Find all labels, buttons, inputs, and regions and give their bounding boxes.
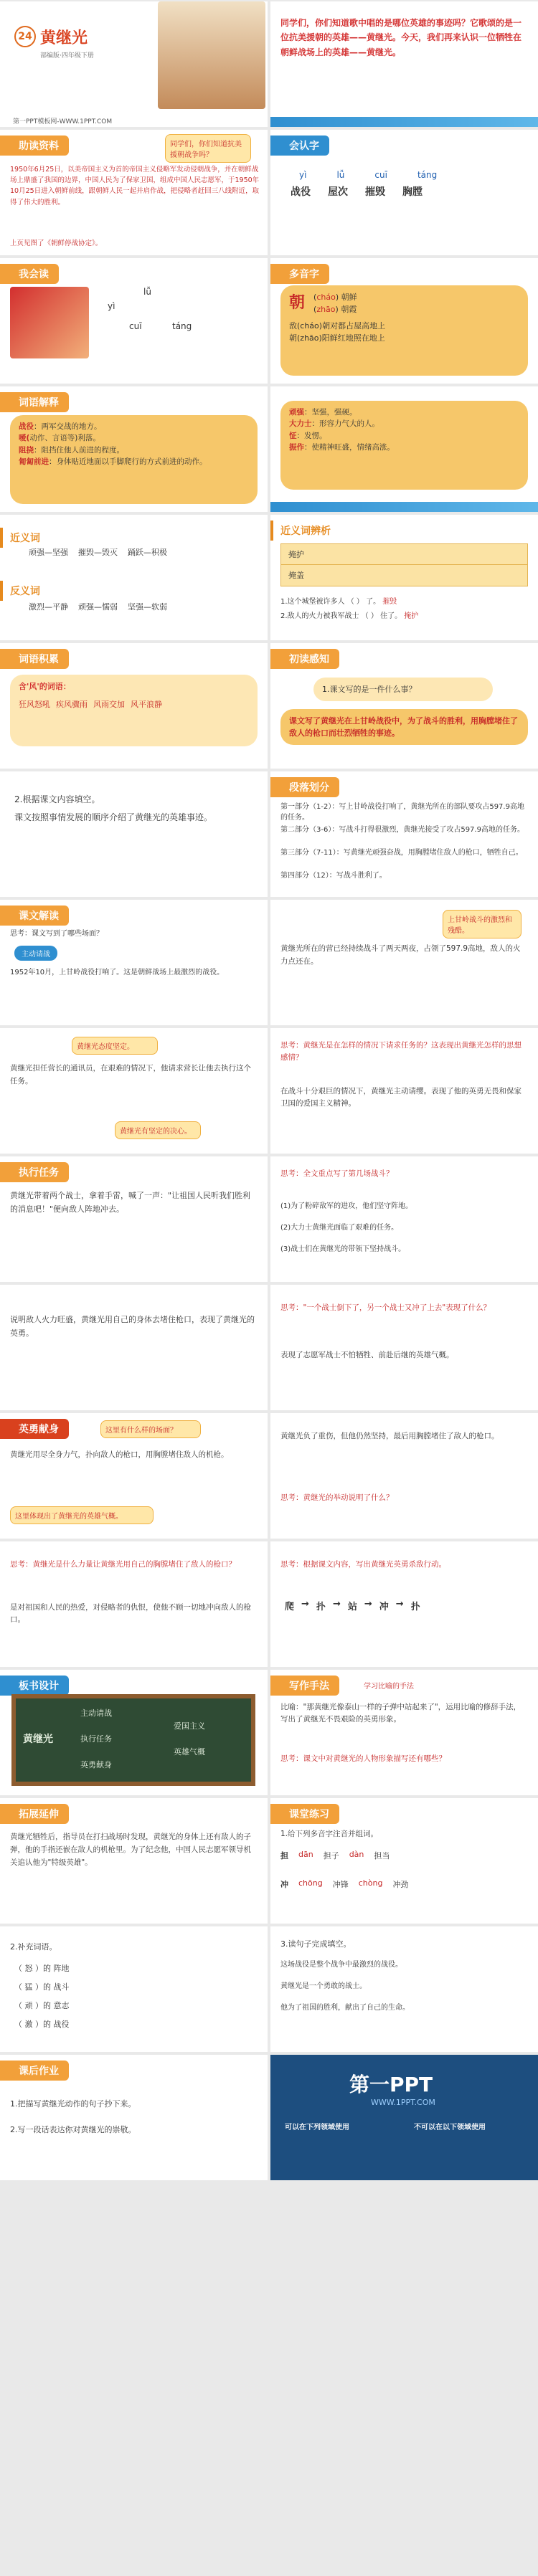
- action-5: 扑: [410, 1602, 420, 1612]
- bottom-bar-2: [270, 502, 538, 512]
- action-chain: 爬 → 扑 → 站 → 冲 → 扑: [285, 1599, 420, 1612]
- footer-site: 第一PPT模板网-WWW.1PPT.COM: [13, 118, 113, 125]
- poly-char: 朝: [289, 294, 306, 312]
- ex-p1-2: chōng: [298, 1878, 323, 1888]
- word-3: 摧毁: [365, 186, 385, 198]
- tab-antonyms: 反义词: [0, 581, 50, 601]
- slide-first-read: [270, 643, 538, 769]
- sacrifice-bubble: 这里有什么样的场面？: [100, 1420, 201, 1438]
- accumulation-box: [10, 675, 258, 746]
- interpret-text: 1952年10月，上甘岭战役打响了。这是朝鲜战场上最激烈的战役。: [10, 969, 225, 976]
- exercise-row-1: [280, 1850, 390, 1861]
- def2-2: 形容力气大的人。: [319, 419, 379, 429]
- ant-3: 坚强—软弱: [128, 602, 167, 612]
- bottom-bar: [270, 117, 538, 127]
- def2-4: 使精神旺盛，情绪高涨。: [311, 442, 395, 452]
- ex-char-1: 担: [280, 1851, 288, 1860]
- power-a: 是对祖国和人民的热爱，对侵略者的仇恨，使他不顾一切地冲向敌人的枪口。: [10, 1603, 251, 1624]
- part-1: 第一部分（1-2）：写上甘岭战役打响了，黄继光所在的部队要攻占597.9高地的任务。: [280, 803, 524, 822]
- tab-extension: 拓展延伸: [0, 1804, 69, 1824]
- interpret-label: 主动请战: [14, 946, 57, 961]
- pinyin-2: lǚ: [336, 170, 345, 180]
- accumulation-line: 含'风'的词语：: [19, 682, 71, 691]
- fill-words-q: 2.补充词语。: [10, 1942, 57, 1952]
- poly-w1: 朝鲜: [341, 293, 357, 302]
- poly-r2: zhāo: [316, 305, 336, 315]
- pinyin-1: yì: [299, 170, 307, 180]
- read-sentence-q: 3.读句子完成填空。: [280, 1939, 351, 1949]
- row-2: 掩盖: [288, 571, 304, 580]
- analysis-table: [280, 543, 528, 586]
- ex-w2-1: 担当: [374, 1851, 390, 1860]
- slide-brand: [270, 2055, 538, 2180]
- slide-extension: [0, 1798, 268, 1924]
- extension-text: 黄继光牺牲后，指导员在打扫战场时发现，黄继光的身体上还有敌人的子弹，他的手指还嵌在敌人的机枪里。为了纪念他，中国人民志愿军领导机关追认他为"特级英雄"。: [10, 1833, 251, 1867]
- fill-row-2: （ 猛 ）的 战斗: [14, 1982, 70, 1992]
- question-bubble: 同学们，你们知道抗美援朝战争吗？: [165, 134, 251, 163]
- request-text: 黄继光担任营长的通讯员，在艰难的情况下，他请求营长让他去执行这个任务。: [10, 1064, 251, 1085]
- think2-p2: (2)大力士黄继光面临了艰难的任务。: [280, 1224, 399, 1232]
- interpret-q: 思考：课文写到了哪些场面？: [10, 930, 103, 938]
- slide-interpret-2: [270, 900, 538, 1025]
- slide-think-3: [270, 1285, 538, 1410]
- tab-division: 段落划分: [270, 777, 339, 797]
- read-pinyin-2: lǚ: [143, 287, 151, 297]
- slide-fill-words: [0, 1926, 268, 2052]
- slide-synonyms: [0, 515, 268, 640]
- poly-example-2: 朝(zhāo)阳鲜红地照在地上: [289, 333, 385, 343]
- slide-task: [0, 1156, 268, 1282]
- term2-2: 大力士: [289, 419, 312, 429]
- actions-q: 思考：根据课文内容，写出黄继光英勇杀敌行动。: [280, 1560, 446, 1569]
- ant-list: [29, 601, 167, 612]
- battle-image: [10, 287, 89, 358]
- sacrifice-text: 黄继光用尽全身力气，扑向敌人的枪口，用胸膛堵住敌人的机枪。: [10, 1450, 229, 1459]
- wounded-tail: 思考：黄继光的举动说明了什么？: [280, 1493, 394, 1502]
- poly-r1: cháo: [316, 293, 336, 302]
- explain-box-2: 顽强：坚强，强硬。 大力士：形容力气大的人。 怔：发愣。 振作：使精神旺盛，情绪高涨。: [280, 401, 528, 490]
- fire-text: 说明敌人火力旺盛，黄继光用自己的身体去堵住枪口，表现了黄继光的英勇。: [10, 1315, 255, 1338]
- slide-cover: [0, 1, 268, 127]
- slide-homework: [0, 2055, 268, 2180]
- explain-box: 战役：两军交战的地方。 嗳(动作、言语等)利落。 阻挠：阻挡住他人前进的程度。 匍匐前进：身体贴近地面以手脚爬行的方式前进的动作。: [10, 415, 258, 504]
- slide-division: [270, 771, 538, 897]
- fill-row-3: （ 顽 ）的 意志: [14, 2001, 70, 2010]
- tab-analysis: 近义词辨析: [270, 521, 341, 541]
- slide-interpret: [0, 900, 268, 1025]
- analysis-q2: 2.敌人的火力被我军战士 （ ） 住了。 掩护: [280, 612, 419, 620]
- tab-exercise: 课堂练习: [270, 1804, 339, 1824]
- slide-explain-2: [270, 386, 538, 512]
- slide-accumulation: [0, 643, 268, 769]
- read-line-1: 这场战役是整个战争中最激烈的战役。: [280, 1961, 402, 1969]
- brand-col-1: 可以在下列领域使用: [285, 2124, 349, 2131]
- power-q: 思考：黄继光是什么力量让黄继光用自己的胸膛堵住了敌人的枪口？: [10, 1560, 236, 1569]
- first-read-a: 课文写了黄继光在上甘岭战役中，为了战斗的胜利，用胸膛堵住了敌人的枪口而壮烈牺牲的事迹。: [280, 709, 528, 745]
- action-1: 爬: [285, 1602, 295, 1612]
- slide-think-1: [270, 1028, 538, 1154]
- board-item-1: 主动请战: [80, 1708, 112, 1718]
- action-3: 站: [347, 1602, 357, 1612]
- grade-label: 部编版·四年级下册: [40, 52, 94, 60]
- board-item-2: 执行任务: [80, 1734, 112, 1744]
- slide-fire: [0, 1285, 268, 1410]
- def-3: 阻挡住他人前进的程度。: [41, 445, 124, 455]
- writing-sub: 学习比喻的手法: [364, 1683, 414, 1691]
- ex-char-2: 冲: [280, 1880, 288, 1889]
- action-4: 冲: [379, 1602, 389, 1612]
- board-right-1: 爱国主义: [174, 1721, 205, 1731]
- exercise-q: 1.给下列多音字注音并组词。: [280, 1830, 379, 1838]
- syn-1: 顽强—坚强: [29, 548, 68, 557]
- read-pinyin-4: táng: [172, 321, 192, 331]
- background-text: 1950年6月25日，以美帝国主义为首的帝国主义侵略军发动侵朝战争，并在朝鲜战场上鼎盛了我国的边界，中国人民为了保家卫国，组成中国人民志愿军，于1950年10月25日进入朝鲜前线，跟朝鲜人民一起并肩作战，把侵略者赶回三八线附近，取得了伟大的胜利。: [10, 166, 260, 206]
- slide-recognize: [270, 130, 538, 255]
- tab-polyphone: 多音字: [270, 264, 329, 284]
- answer-2: 掩护: [404, 612, 419, 620]
- fill-row-4: （ 激 ）的 战役: [14, 2020, 70, 2029]
- tab-task: 执行任务: [0, 1162, 69, 1182]
- pinyin-3: cuī: [374, 170, 387, 180]
- read-line-2: 黄继光是一个勇敢的战士。: [280, 1982, 367, 1990]
- word-2: 屋次: [328, 186, 348, 198]
- brand-url[interactable]: WWW.1PPT.COM: [371, 2098, 435, 2107]
- part-3: 第三部分（7-11）：写黄继光顽强奋战，用胸膛堵住敌人的枪口，牺牲自己。: [280, 849, 523, 857]
- slide-think-2: [270, 1156, 538, 1282]
- def-2: 动作、言语等)利落。: [29, 434, 100, 443]
- slide-wounded: [270, 1413, 538, 1539]
- def2-1: 坚强，强硬。: [311, 408, 357, 417]
- def-4: 身体贴近地面以手脚爬行的方式前进的动作。: [56, 457, 207, 466]
- term-3: 阻挠: [19, 445, 34, 455]
- slide-synonym-analysis: [270, 515, 538, 640]
- word-4: 胸膛: [402, 186, 423, 198]
- term-2: 嗳(: [19, 434, 30, 443]
- think2-q: 思考：全文重点写了第几场战斗？: [280, 1169, 394, 1178]
- acc-word-1: 狂风怒吼: [19, 700, 50, 710]
- poly-example-1: 敌(cháo)朝对都占屋高地上: [289, 321, 386, 331]
- slide-board: [0, 1670, 268, 1795]
- think1-a: 在战斗十分艰巨的情况下，黄继光主动请缨。表现了他的英勇无畏和保家卫国的爱国主义精神。: [280, 1087, 522, 1108]
- slide-request: [0, 1028, 268, 1154]
- think3-a: 表现了志愿军战士不怕牺牲、前赴后继的英雄气概。: [280, 1351, 454, 1359]
- read-line-3: 他为了祖国的胜利，献出了自己的生命。: [280, 2004, 410, 2012]
- lesson-number: 24: [14, 26, 36, 47]
- request-bubble-2: 黄继光有坚定的决心。: [115, 1121, 201, 1139]
- action-2: 扑: [316, 1602, 326, 1612]
- slide-actions: [270, 1541, 538, 1667]
- part-2: 第二部分（3-6）：写战斗打得很激烈，黄继光接受了攻占597.9高地的任务。: [280, 826, 524, 834]
- sacrifice-bubble-2: 这里体现出了黄继光的英雄气概。: [10, 1506, 154, 1524]
- slide-polyphone: [270, 258, 538, 384]
- background-link[interactable]: 上页见图了《朝鲜停战协定》。: [10, 239, 103, 247]
- slide-sacrifice: [0, 1413, 268, 1539]
- tab-board: 板书设计: [0, 1676, 69, 1696]
- tab-read: 我会读: [0, 264, 59, 284]
- interpret2-bubble: 上甘岭战斗的激烈和残酷。: [443, 910, 522, 938]
- brand-col-2: 不可以在以下领域使用: [414, 2124, 486, 2131]
- board-center: 黄继光: [23, 1734, 53, 1745]
- term-1: 战役: [19, 422, 34, 431]
- wounded-text: 黄继光负了重伤，但他仍然坚持，最后用胸膛堵住了敌人的枪口。: [280, 1432, 499, 1440]
- analysis-q1: 1.这个城堡被许多人 （ ） 了。 摧毁: [280, 598, 397, 606]
- lesson-title: 黄继光: [40, 29, 88, 47]
- writing-text: 比喻："那黄继光像泰山一样的子弹中站起来了"，运用比喻的修辞手法，写出了黄继光不畏艰险的英勇形象。: [280, 1703, 522, 1724]
- board-right-2: 英雄气概: [174, 1747, 205, 1757]
- request-bubble-1: 黄继光态度坚定。: [72, 1037, 158, 1055]
- term2-4: 振作: [289, 442, 304, 452]
- slide-read: [0, 258, 268, 384]
- fill-row-1: （ 怒 ）的 阵地: [14, 1964, 70, 1973]
- writing-q: 思考：课文中对黄继光的人物形象描写还有哪些？: [280, 1754, 446, 1763]
- tab-interpret: 课文解读: [0, 906, 69, 926]
- tab-homework: 课后作业: [0, 2061, 69, 2081]
- syn-list: [29, 546, 167, 558]
- soldier-image: [158, 1, 265, 109]
- ex-p2-1: dàn: [349, 1850, 364, 1859]
- poly-w2: 朝霞: [341, 305, 357, 315]
- board-item-3: 英勇献身: [80, 1760, 112, 1769]
- think3-q: 思考："一个战士倒下了，另一个战士又冲了上去"表现了什么？: [280, 1303, 491, 1312]
- think1-q: 思考：黄继光是在怎样的情况下请求任务的？这表现出黄继光怎样的思想感情？: [280, 1041, 522, 1062]
- first-read-q: 1.课文写的是一件什么事？: [313, 678, 493, 701]
- slide-background: [0, 130, 268, 255]
- ex-w2-2: 冲劲: [392, 1880, 409, 1889]
- term2-1: 顽强: [289, 408, 304, 417]
- fill-q: 2.根据课文内容填空。: [14, 794, 100, 804]
- think2-p3: (3)战士们在黄继光的带领下坚持战斗。: [280, 1245, 406, 1253]
- ex-p2-2: chòng: [358, 1878, 383, 1888]
- homework-1: 1.把描写黄继光动作的句子抄下来。: [10, 2099, 136, 2109]
- homework-2: 2.写一段话表达你对黄继光的崇敬。: [10, 2125, 136, 2134]
- slide-fill: [0, 771, 268, 897]
- term-4: 匍匐前进: [19, 457, 49, 466]
- pinyin-4: táng: [417, 170, 438, 180]
- task-text: 黄继光带着两个战士，拿着手雷，喊了一声："让祖国人民听我们胜利的消息吧！"便向敌人阵地冲去。: [10, 1191, 251, 1214]
- syn-3: 踊跃—积极: [128, 548, 167, 557]
- acc-word-4: 风平浪静: [131, 700, 162, 710]
- def2-3: 发愣。: [304, 431, 327, 440]
- syn-2: 摧毁—毁灭: [78, 548, 118, 557]
- answer-1: 摧毁: [382, 598, 397, 606]
- slide-intro: [270, 1, 538, 127]
- term2-3: 怔: [289, 431, 297, 440]
- tab-explain: 词语解释: [0, 392, 69, 412]
- row-1: 掩护: [281, 544, 527, 565]
- read-pinyin-3: cuī: [129, 321, 142, 331]
- tab-recognize: 会认字: [270, 136, 329, 156]
- tab-accumulation: 词语积累: [0, 649, 69, 669]
- intro-text: 同学们，你们知道歌中唱的是哪位英雄的事迹吗？它歌颂的是一位抗美援朝的英雄——黄继光。今天，我们再来认识一位牺牲在朝鲜战场上的英雄——黄继光。: [280, 18, 522, 57]
- tab-background: 助读资料: [0, 136, 69, 156]
- slide-writing: [270, 1670, 538, 1795]
- acc-word-3: 风雨交加: [93, 700, 125, 710]
- pinyin-row: [299, 170, 437, 180]
- word-1: 战役: [291, 186, 311, 198]
- tab-synonyms: 近义词: [0, 528, 50, 548]
- part-4: 第四部分（12）：写战斗胜利了。: [280, 872, 387, 880]
- fill-a: 课文按照事情发展的顺序介绍了黄继光的英雄事迹。: [14, 812, 213, 822]
- exercise-row-2: [280, 1878, 408, 1890]
- brand-name: 第一PPT: [349, 2073, 433, 2096]
- ant-2: 顽强—懦弱: [78, 602, 118, 612]
- polyphone-box: 朝 (cháo) 朝鲜 (zhāo) 朝霞 敌(cháo)朝对都占屋高地上 朝(zhāo)阳鲜红地照在地上: [280, 285, 528, 376]
- blackboard: [11, 1694, 255, 1786]
- tab-writing: 写作手法: [270, 1676, 339, 1696]
- ant-1: 激烈—平静: [29, 602, 68, 612]
- slide-explain: [0, 386, 268, 512]
- acc-word-2: 疾风骤雨: [56, 700, 88, 710]
- def-1: 两军交战的地方。: [41, 422, 102, 431]
- slide-exercise: [270, 1798, 538, 1924]
- interpret2-text: 黄继光所在的营已经持续战斗了两天两夜，占领了597.9高地，敌人的火力点还在。: [280, 944, 521, 966]
- slide-power: [0, 1541, 268, 1667]
- think2-p1: (1)为了粉碎敌军的进攻，他们坚守阵地。: [280, 1202, 413, 1210]
- slide-read-sentence: [270, 1926, 538, 2052]
- ex-p1-1: dān: [298, 1850, 313, 1859]
- ex-w1-2: 冲锋: [332, 1880, 349, 1889]
- word-row: [291, 184, 423, 199]
- read-pinyin-1: yì: [108, 301, 115, 311]
- tab-sacrifice: 英勇献身: [0, 1419, 69, 1439]
- tab-first-read: 初读感知: [270, 649, 339, 669]
- ex-w1-1: 担子: [323, 1851, 339, 1860]
